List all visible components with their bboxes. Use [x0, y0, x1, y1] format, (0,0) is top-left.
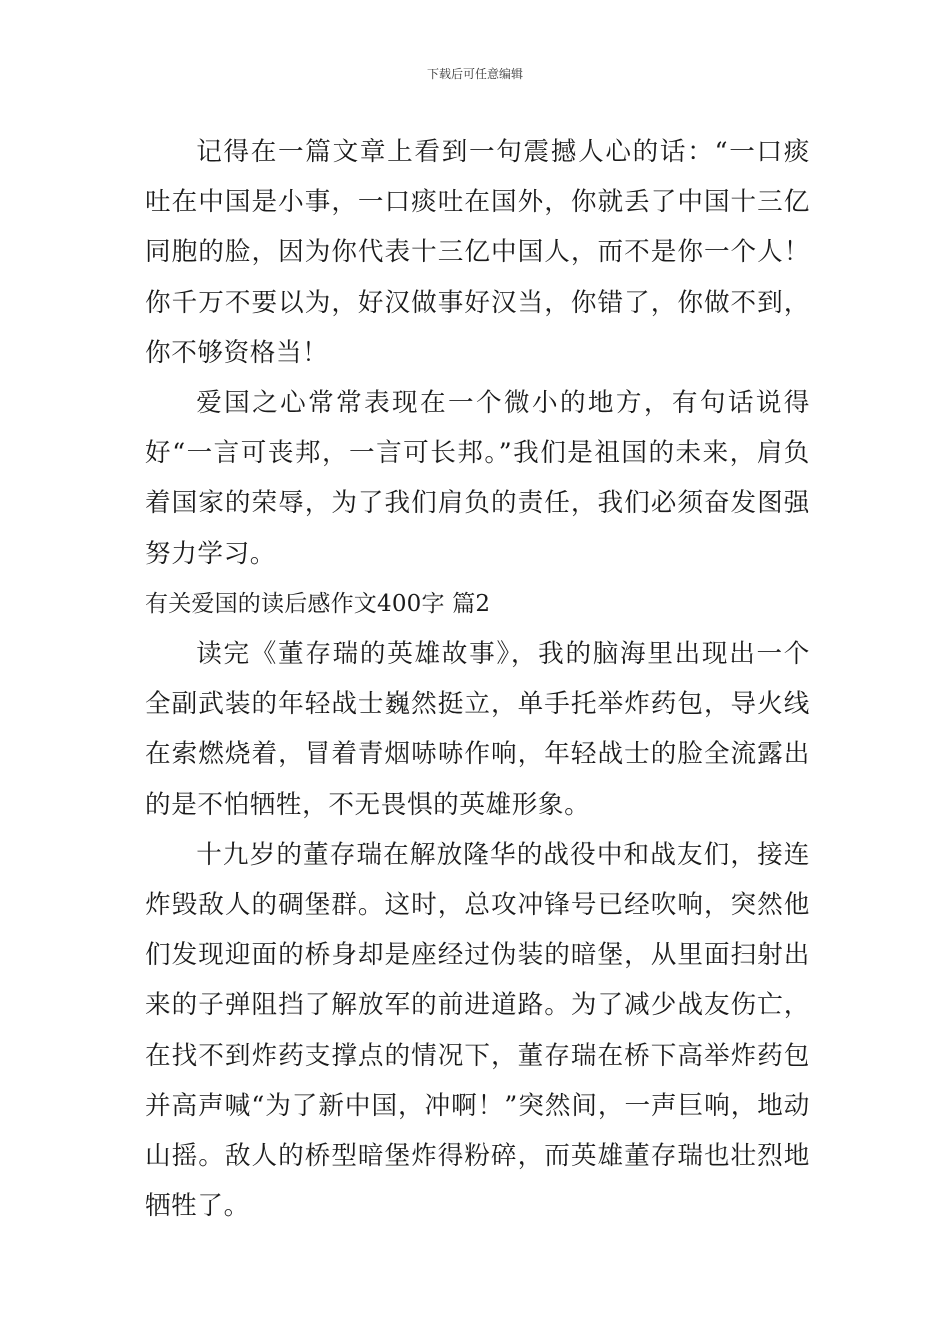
paragraph: 读完《董存瑞的英雄故事》，我的脑海里出现出一个全副武装的年轻战士巍然挺立，单手托举炸药包，导火线在索燃烧着，冒着青烟哧哧作响，年轻战士的脸全流露出的是不怕牺牲，不无畏惧的英雄形象。: [145, 639, 810, 820]
section-heading: 有关爱国的读后感作文400字 篇2: [145, 590, 491, 617]
page-header: 下载后可任意编辑: [426, 67, 523, 81]
paragraph: 十九岁的董存瑞在解放隆华的战役中和战友们，接连炸毁敌人的碉堡群。这时，总攻冲锋号已经吹响，突然他们发现迎面的桥身却是座经过伪装的暗堡，从里面扫射出来的子弹阻挡了解放军的前进道路。为了减少战友伤亡，在找不到炸药支撑点的情况下，董存瑞在桥下高举炸药包并高声喊“为了新中国，冲啊！”突然间，一声巨响，地动山摇。敌人的桥型暗堡炸得粉碎，而英雄董存瑞也壮烈地牺牲了。: [145, 839, 810, 1222]
document-body: [145, 127, 810, 1231]
paragraph: 记得在一篇文章上看到一句震撼人心的话：“一口痰吐在中国是小事，一口痰吐在国外，你就丢了中国十三亿同胞的脸，因为你代表十三亿中国人，而不是你一个人！你千万不要以为，好汉做事好汉当，你错了，你做不到，你不够资格当！: [145, 137, 810, 368]
paragraph: 爱国之心常常表现在一个微小的地方，有句话说得好“一言可丧邦，一言可长邦。”我们是祖国的未来，肩负着国家的荣辱，为了我们肩负的责任，我们必须奋发图强努力学习。: [145, 388, 810, 569]
